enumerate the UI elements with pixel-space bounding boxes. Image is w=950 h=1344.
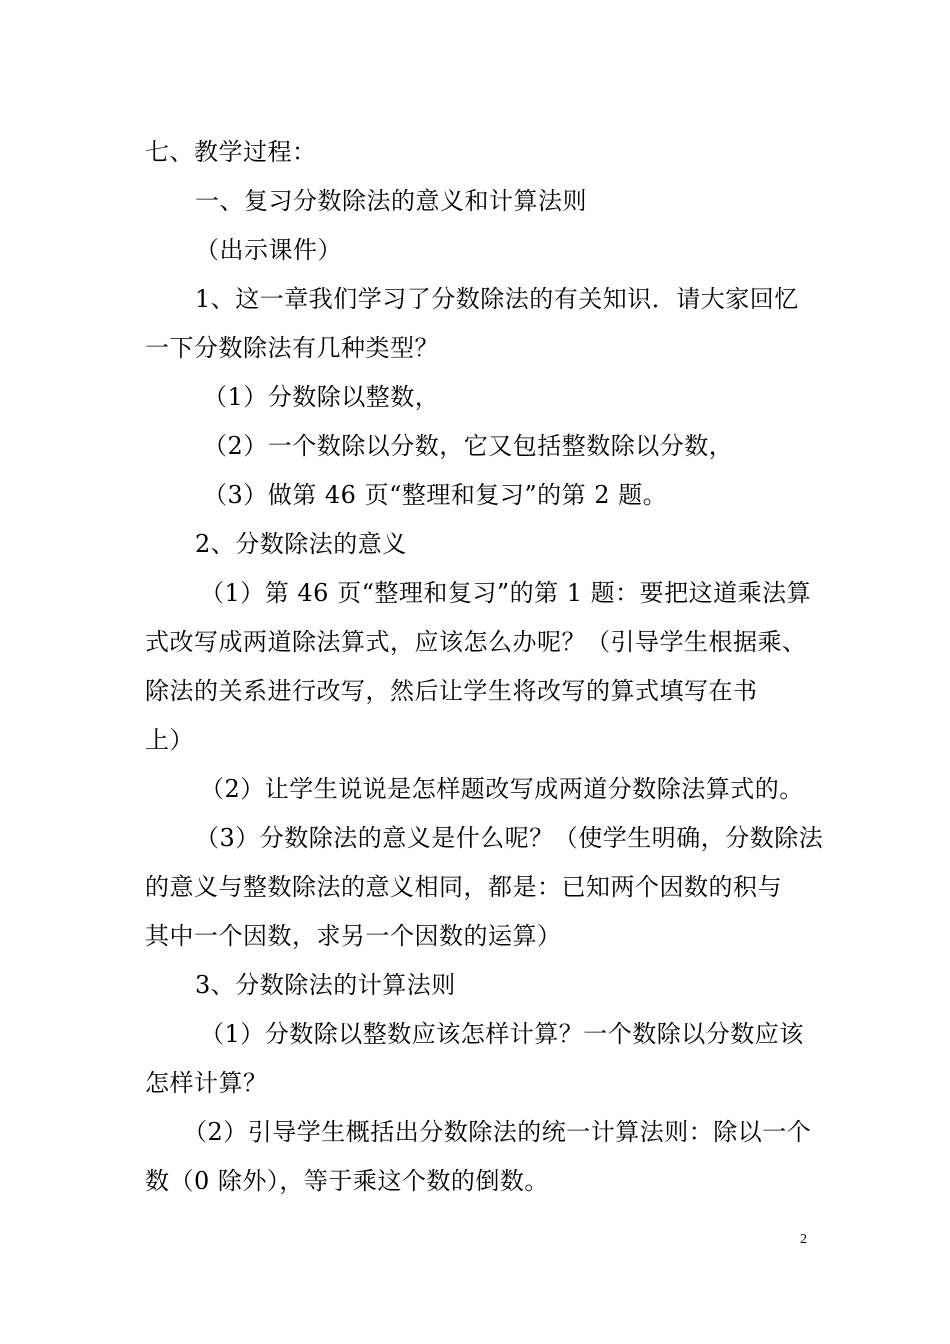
list-item: （1）分数除以整数， [203,383,440,411]
paragraph-line: 式改写成两道除法算式，应该怎么办呢？（引导学生根据乘、 [145,628,807,656]
body-text [145,128,824,1206]
paragraph-line: 的意义与整数除法的意义相同，都是：已知两个因数的积与 [145,873,782,901]
page-number: 2 [800,1232,807,1247]
paragraph-line: 其中一个因数，求另一个因数的运算） [145,922,562,950]
paragraph-line: （2）引导学生概括出分数除法的统一计算法则：除以一个 [183,1118,812,1146]
list-item: （2）一个数除以分数，它又包括整数除以分数， [203,432,734,460]
paragraph-line: （1）分数除以整数应该怎样计算？一个数除以分数应该 [200,1020,804,1048]
subsection-heading: 一、复习分数除法的意义和计算法则 [195,187,587,215]
subsection-heading: 2、分数除法的意义 [195,530,407,558]
paragraph-line: 除法的关系进行改写，然后让学生将改写的算式填写在书 [145,677,758,705]
paragraph-line: 1、这一章我们学习了分数除法的有关知识．请大家回忆 [195,285,799,313]
paragraph-line: 数（0 除外），等于乘这个数的倒数。 [145,1167,549,1195]
paragraph-line: （2）让学生说说是怎样题改写成两道分数除法算式的。 [200,775,804,803]
paragraph-line: 上） [145,726,194,754]
list-item: （3）做第 46 页“整理和复习”的第 2 题。 [203,481,668,509]
paragraph-line: （1）第 46 页“整理和复习”的第 1 题：要把这道乘法算 [200,579,812,607]
section-heading: 七、教学过程： [145,138,317,166]
paragraph-line: （3）分数除法的意义是什么呢？（使学生明确，分数除法 [195,824,824,852]
paragraph-line: 一下分数除法有几种类型？ [145,334,439,362]
paragraph-line: 怎样计算？ [145,1069,268,1097]
subsection-heading: 3、分数除法的计算法则 [195,971,456,999]
paragraph-line: （出示课件） [195,236,342,264]
